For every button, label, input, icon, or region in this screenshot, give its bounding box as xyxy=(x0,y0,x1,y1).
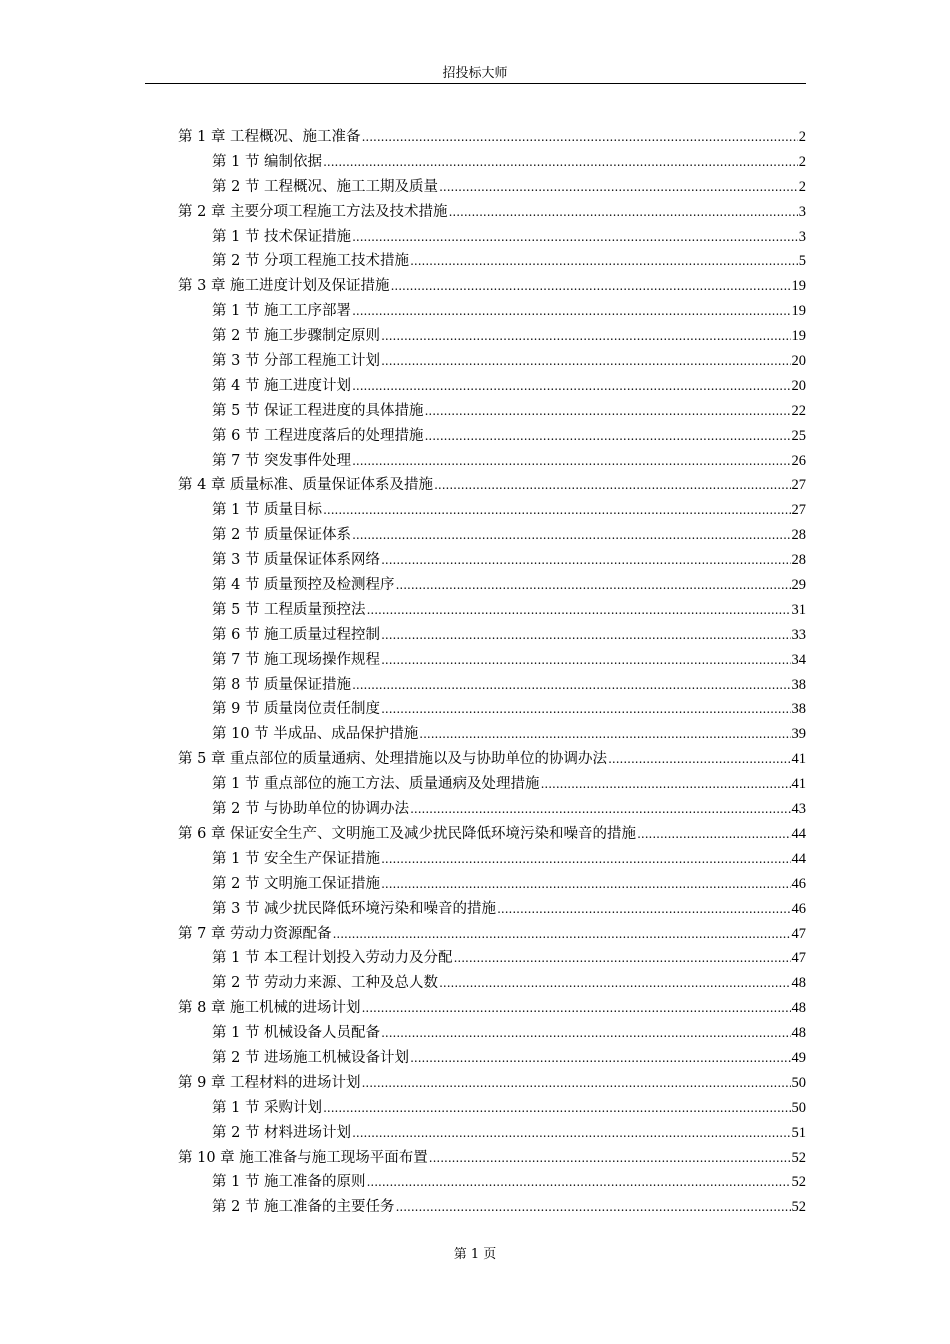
page-footer-number: 第 1 页 xyxy=(453,1247,497,1262)
toc-entry-page-number: 19 xyxy=(791,278,806,295)
toc-entry-title: 第 10 节 半成品、成品保护措施 xyxy=(212,726,419,743)
toc-dot-leader xyxy=(381,872,790,897)
toc-entry-title: 第 1 节 施工准备的原则 xyxy=(212,1174,366,1191)
toc-entry-title: 第 9 节 质量岗位责任制度 xyxy=(212,701,381,718)
toc-entry-page-number: 5 xyxy=(798,253,806,270)
toc-chapter-entry[interactable] xyxy=(178,1146,806,1171)
toc-entry-page-number: 28 xyxy=(791,552,806,569)
toc-entry-title: 第 2 节 劳动力来源、工种及总人数 xyxy=(212,975,439,992)
toc-entry-page-number: 39 xyxy=(791,726,806,743)
toc-entry-page-number: 28 xyxy=(791,527,806,544)
toc-chapter-entry[interactable] xyxy=(178,822,806,847)
toc-entry-title: 第 3 节 减少扰民降低环境污染和噪音的措施 xyxy=(212,900,497,917)
toc-section-entry[interactable] xyxy=(178,225,806,250)
toc-entry-title: 第 4 节 施工进度计划 xyxy=(212,377,352,394)
toc-section-entry[interactable] xyxy=(178,548,806,573)
toc-chapter-entry[interactable] xyxy=(178,747,806,772)
toc-section-entry[interactable] xyxy=(178,324,806,349)
toc-section-entry[interactable] xyxy=(178,673,806,698)
toc-dot-leader xyxy=(352,299,790,324)
toc-entry-title: 第 8 节 质量保证措施 xyxy=(212,676,352,693)
toc-section-entry[interactable] xyxy=(178,897,806,922)
toc-chapter-entry[interactable] xyxy=(178,200,806,225)
toc-section-entry[interactable] xyxy=(178,374,806,399)
toc-entry-title: 第 1 节 质量目标 xyxy=(212,502,323,519)
toc-entry-page-number: 26 xyxy=(791,452,806,469)
toc-entry-title: 第 7 节 施工现场操作规程 xyxy=(212,651,381,668)
toc-dot-leader xyxy=(352,523,790,548)
toc-section-entry[interactable] xyxy=(178,971,806,996)
toc-dot-leader xyxy=(323,498,790,523)
toc-entry-title: 第 2 节 进场施工机械设备计划 xyxy=(212,1049,410,1066)
toc-entry-page-number: 29 xyxy=(791,577,806,594)
toc-dot-leader xyxy=(396,573,791,598)
toc-section-entry[interactable] xyxy=(178,797,806,822)
toc-entry-page-number: 52 xyxy=(791,1174,806,1191)
toc-section-entry[interactable] xyxy=(178,449,806,474)
toc-entry-title: 第 7 章 劳动力资源配备 xyxy=(178,925,332,942)
toc-dot-leader xyxy=(381,847,790,872)
toc-entry-title: 第 5 节 保证工程进度的具体措施 xyxy=(212,402,424,419)
toc-entry-title: 第 1 节 机械设备人员配备 xyxy=(212,1025,381,1042)
toc-entry-title: 第 2 节 施工步骤制定原则 xyxy=(212,328,381,345)
toc-dot-leader xyxy=(323,150,798,175)
toc-dot-leader xyxy=(381,697,790,722)
toc-dot-leader xyxy=(608,747,790,772)
toc-entry-page-number: 20 xyxy=(791,353,806,370)
toc-dot-leader xyxy=(637,822,790,847)
toc-section-entry[interactable] xyxy=(178,299,806,324)
toc-dot-leader xyxy=(333,922,791,947)
toc-chapter-entry[interactable] xyxy=(178,996,806,1021)
toc-entry-page-number: 48 xyxy=(791,1025,806,1042)
toc-dot-leader xyxy=(381,623,790,648)
table-of-contents xyxy=(178,125,806,1220)
toc-entry-title: 第 5 节 工程质量预控法 xyxy=(212,601,366,618)
toc-entry-title: 第 1 节 安全生产保证措施 xyxy=(212,850,381,867)
toc-section-entry[interactable] xyxy=(178,523,806,548)
toc-dot-leader xyxy=(419,722,790,747)
toc-entry-title: 第 1 章 工程概况、施工准备 xyxy=(178,129,361,145)
toc-entry-title: 第 2 章 主要分项工程施工方法及技术措施 xyxy=(178,203,448,220)
toc-entry-page-number: 27 xyxy=(791,502,806,519)
toc-entry-page-number: 44 xyxy=(791,825,806,842)
toc-dot-leader xyxy=(367,1170,791,1195)
toc-entry-title: 第 2 节 工程概况、施工工期及质量 xyxy=(212,178,439,195)
toc-dot-leader xyxy=(352,374,790,399)
toc-entry-page-number: 38 xyxy=(791,676,806,693)
toc-section-entry[interactable] xyxy=(178,249,806,274)
toc-entry-title: 第 1 节 编制依据 xyxy=(212,153,323,170)
toc-entry-page-number: 43 xyxy=(791,801,806,818)
toc-entry-page-number: 27 xyxy=(791,477,806,494)
toc-dot-leader xyxy=(352,1121,790,1146)
toc-entry-title: 第 2 节 与协助单位的协调办法 xyxy=(212,801,410,818)
toc-section-entry[interactable] xyxy=(178,623,806,648)
toc-entry-page-number: 41 xyxy=(791,776,806,793)
toc-entry-title: 第 1 节 技术保证措施 xyxy=(212,228,352,245)
toc-section-entry[interactable] xyxy=(178,598,806,623)
page-header-title: 招投标大师 xyxy=(442,66,508,81)
toc-dot-leader xyxy=(410,797,790,822)
toc-section-entry[interactable] xyxy=(178,697,806,722)
toc-section-entry[interactable] xyxy=(178,150,806,175)
toc-entry-title: 第 2 节 材料进场计划 xyxy=(212,1124,352,1141)
toc-dot-leader xyxy=(425,424,791,449)
toc-entry-title: 第 1 节 施工工序部署 xyxy=(212,303,352,320)
toc-entry-page-number: 44 xyxy=(791,850,806,867)
toc-dot-leader xyxy=(381,548,790,573)
toc-entry-page-number: 41 xyxy=(791,751,806,768)
toc-section-entry[interactable] xyxy=(178,772,806,797)
toc-section-entry[interactable] xyxy=(178,946,806,971)
toc-section-entry[interactable] xyxy=(178,1121,806,1146)
toc-entry-title: 第 7 节 突发事件处理 xyxy=(212,452,352,469)
toc-entry-title: 第 9 章 工程材料的进场计划 xyxy=(178,1074,361,1091)
toc-entry-title: 第 2 节 施工准备的主要任务 xyxy=(212,1199,395,1216)
toc-dot-leader xyxy=(434,473,790,498)
toc-entry-title: 第 5 章 重点部位的质量通病、处理措施以及与协助单位的协调办法 xyxy=(178,751,608,768)
toc-dot-leader xyxy=(381,349,790,374)
toc-dot-leader xyxy=(323,1096,790,1121)
toc-dot-leader xyxy=(352,673,790,698)
toc-entry-title: 第 1 节 采购计划 xyxy=(212,1099,323,1116)
toc-entry-page-number: 46 xyxy=(791,875,806,892)
toc-dot-leader xyxy=(497,897,790,922)
toc-entry-page-number: 25 xyxy=(791,427,806,444)
toc-entry-title: 第 1 节 本工程计划投入劳动力及分配 xyxy=(212,950,453,967)
toc-entry-title: 第 3 节 分部工程施工计划 xyxy=(212,353,381,370)
toc-entry-title: 第 1 节 重点部位的施工方法、质量通病及处理措施 xyxy=(212,776,540,793)
toc-dot-leader xyxy=(449,200,798,225)
toc-entry-title: 第 2 节 文明施工保证措施 xyxy=(212,875,381,892)
toc-dot-leader xyxy=(439,175,798,200)
toc-section-entry[interactable] xyxy=(178,399,806,424)
toc-entry-page-number: 31 xyxy=(791,601,806,618)
toc-dot-leader xyxy=(362,125,798,150)
toc-entry-page-number: 19 xyxy=(791,328,806,345)
toc-chapter-entry[interactable] xyxy=(178,473,806,498)
toc-entry-title: 第 2 节 分项工程施工技术措施 xyxy=(212,253,410,270)
toc-entry-page-number: 47 xyxy=(791,950,806,967)
toc-dot-leader xyxy=(439,971,790,996)
toc-entry-page-number: 48 xyxy=(791,1000,806,1017)
toc-section-entry[interactable] xyxy=(178,722,806,747)
toc-entry-title: 第 6 节 工程进度落后的处理措施 xyxy=(212,427,424,444)
toc-section-entry[interactable] xyxy=(178,847,806,872)
toc-entry-page-number: 33 xyxy=(791,626,806,643)
toc-dot-leader xyxy=(381,648,790,673)
toc-section-entry[interactable] xyxy=(178,498,806,523)
toc-entry-title: 第 8 章 施工机械的进场计划 xyxy=(178,1000,361,1017)
toc-entry-page-number: 2 xyxy=(798,153,806,170)
toc-entry-title: 第 2 节 质量保证体系 xyxy=(212,527,352,544)
toc-entry-page-number: 2 xyxy=(798,129,806,145)
toc-dot-leader xyxy=(396,1195,791,1220)
toc-dot-leader xyxy=(381,1021,790,1046)
toc-dot-leader xyxy=(381,324,790,349)
toc-entry-title: 第 6 节 施工质量过程控制 xyxy=(212,626,381,643)
toc-dot-leader xyxy=(410,1046,790,1071)
toc-section-entry[interactable] xyxy=(178,648,806,673)
toc-section-entry[interactable] xyxy=(178,1046,806,1071)
toc-entry-page-number: 3 xyxy=(798,228,806,245)
toc-chapter-entry[interactable] xyxy=(178,125,806,150)
toc-dot-leader xyxy=(541,772,791,797)
toc-entry-page-number: 2 xyxy=(798,178,806,195)
toc-section-entry[interactable] xyxy=(178,424,806,449)
toc-dot-leader xyxy=(410,249,798,274)
toc-entry-page-number: 52 xyxy=(791,1199,806,1216)
toc-entry-title: 第 3 节 质量保证体系网络 xyxy=(212,552,381,569)
toc-entry-title: 第 4 章 质量标准、质量保证体系及措施 xyxy=(178,477,434,494)
toc-dot-leader xyxy=(362,1071,791,1096)
toc-entry-page-number: 20 xyxy=(791,377,806,394)
toc-section-entry[interactable] xyxy=(178,175,806,200)
header-divider xyxy=(145,83,806,84)
toc-dot-leader xyxy=(425,399,791,424)
toc-dot-leader xyxy=(454,946,791,971)
toc-entry-page-number: 38 xyxy=(791,701,806,718)
toc-chapter-entry[interactable] xyxy=(178,274,806,299)
toc-chapter-entry[interactable] xyxy=(178,1071,806,1096)
toc-entry-page-number: 48 xyxy=(791,975,806,992)
toc-entry-page-number: 34 xyxy=(791,651,806,668)
toc-section-entry[interactable] xyxy=(178,573,806,598)
toc-dot-leader xyxy=(367,598,791,623)
toc-entry-title: 第 10 章 施工准备与施工现场平面布置 xyxy=(178,1149,428,1166)
toc-dot-leader xyxy=(352,449,790,474)
toc-section-entry[interactable] xyxy=(178,1195,806,1220)
toc-entry-page-number: 19 xyxy=(791,303,806,320)
toc-dot-leader xyxy=(362,996,791,1021)
toc-entry-title: 第 6 章 保证安全生产、文明施工及减少扰民降低环境污染和噪音的措施 xyxy=(178,825,637,842)
toc-entry-page-number: 47 xyxy=(791,925,806,942)
toc-entry-page-number: 46 xyxy=(791,900,806,917)
toc-entry-page-number: 50 xyxy=(791,1099,806,1116)
toc-entry-page-number: 22 xyxy=(791,402,806,419)
toc-section-entry[interactable] xyxy=(178,349,806,374)
toc-entry-page-number: 51 xyxy=(791,1124,806,1141)
toc-entry-page-number: 52 xyxy=(791,1149,806,1166)
toc-entry-title: 第 4 节 质量预控及检测程序 xyxy=(212,577,395,594)
toc-dot-leader xyxy=(391,274,791,299)
toc-entry-page-number: 49 xyxy=(791,1049,806,1066)
toc-section-entry[interactable] xyxy=(178,1170,806,1195)
toc-entry-title: 第 3 章 施工进度计划及保证措施 xyxy=(178,278,390,295)
toc-dot-leader xyxy=(352,225,798,250)
toc-dot-leader xyxy=(429,1146,791,1171)
toc-section-entry[interactable] xyxy=(178,1096,806,1121)
toc-entry-page-number: 50 xyxy=(791,1074,806,1091)
toc-chapter-entry[interactable] xyxy=(178,922,806,947)
toc-entry-page-number: 3 xyxy=(798,203,806,220)
toc-section-entry[interactable] xyxy=(178,1021,806,1046)
toc-section-entry[interactable] xyxy=(178,872,806,897)
